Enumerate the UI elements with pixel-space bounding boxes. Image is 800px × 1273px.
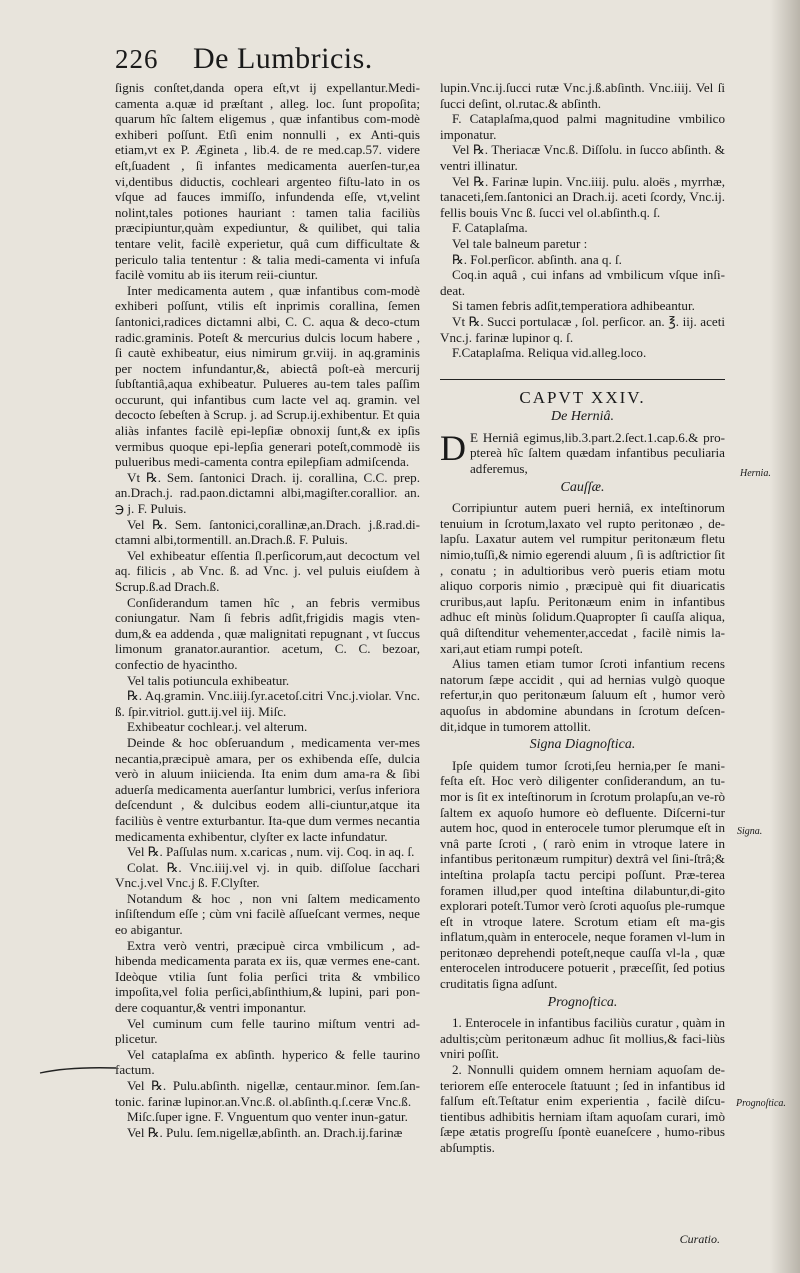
left-paragraph: Miſc.ſuper igne. F. Vnguentum quo venter inun-gatur.: [127, 1109, 408, 1125]
left-paragraph: Vel ℞. Pulu.abſinth. nigellæ, centaur.minor. ſem.ſan-tonic. farinæ lupinor.an.Vnc.ß. ol.abſinth.q.ſ.ceræ Vnc.ß.: [115, 1078, 420, 1109]
left-paragraph: Conſiderandum tamen hîc , an febris vermibus coniungatur. Nam ſi febris adſit,frigidis magis vten-dum,& ea addenda , quæ malignitati repugnant , vt ſuccus limonum granator.aurantior. acetum, C. C. bezoar, confectio de hyacintho.: [115, 594, 420, 672]
left-paragraph: Vel ℞. Paſſulas num. x.caricas , num. vij. Coq. in aq. ſ.: [127, 844, 415, 860]
left-paragraph: Vel ℞. Sem. ſantonici,corallinæ,an.Drach. j.ß.rad.di-ctamni albi,tormentill. an.Drach.ß. F. Puluis.: [115, 516, 420, 548]
page-gutter-shadow: [770, 0, 800, 1273]
left-paragraph: ℞. Aq.gramin. Vnc.iiij.ſyr.acetoſ.citri Vnc.j.violar. Vnc. ß. ſpir.vitriol. gutt.ij.vel iij. Miſc.: [115, 688, 420, 719]
right-paragraph: Vel tale balneum paretur :: [452, 235, 588, 251]
left-paragraph: Extra verò ventri, præcipuè circa vmbilicum , ad-hibenda medicamenta parata ex iis, quæ vermes ene-cant. Ideòque vtilia ſunt folia perſici trita & vmbilico impoſita,vel folia perſici,abſinthium,& lupini, pari pon-dere coquantur,& ventri imponantur.: [115, 937, 420, 1016]
left-column: [115, 80, 420, 1140]
right-paragraph: F.Cataplaſma. Reliqua vid.alleg.loco.: [452, 345, 647, 361]
margin-note-signa: Signa.: [737, 826, 763, 837]
left-paragraph: Vel cuminum cum felle taurino miſtum ventri ad-plicetur.: [115, 1015, 420, 1047]
right-paragraph: Coq.in aquâ , cui infans ad vmbilicum vſque inſi-deat.: [440, 267, 725, 298]
right-paragraph: Si tamen febris adſit,temperatiora adhibeantur.: [452, 298, 695, 314]
left-paragraph: Exhibeatur cochlear.j. vel alterum.: [127, 719, 308, 735]
section-heading-signa: Signa Diagnoſtica.: [529, 737, 636, 753]
left-paragraph: Deinde & hoc obſeruandum , medicamenta ver-mes necantia,præcipuè amara, per os exhibenda eſſe, dulcia verò in aluum iniicienda. Ita enim dum ama-ra & ſibi aduerſa medicamenta auerſantur lumbrici, verſus inferiora deſcendunt , & dulcibus eodem alli-ciuntur,atque ita faciliùs è ventre exturbantur. Ita-que dum vermes necantia medicamenta exhibentur, clyſter ex lacte infundatur.: [115, 734, 420, 844]
left-paragraph: ſignis conſtet,danda opera eſt,vt ij expellantur.Medi-camenta a.quæ id præſtant , alleg. loc. ſunt propoſita; quarum hîc ſaltem eligemus , quæ infantibus com-modè exhiberi poſſunt. Etſi enim nonnulli , ex Anti-quis etiam,vt ex P. Ægineta , lib.4. de re med.cap.57. videre eſt,ſuadent , ſi infantes medicamenta auerſen-tur,ea vi,dentibus diductis, cochleari argenteo fiſtu-lato in os vſque ad fauces immiſſo, infundenda eſſe, vt,velint nolint,tales potiones hauriant : tamen talia faciliùs præcipiuntur,quàm expediuntur, & quilibet, qui talia tentare velit, facilè experietur, quâ cum difficultate & periculo talia tententur : & talia medi-camenta vi infuſa facilè vomitu ab iis iterum reii-ciuntur.: [115, 80, 420, 283]
section-heading-prognostica: Prognoſtica.: [547, 994, 618, 1010]
left-paragraph: Colat. ℞. Vnc.iiij.vel vj. in quib. diſſolue ſacchari Vnc.j.vel Vnc.j ß. F.Clyſter.: [115, 859, 420, 891]
signa-paragraph: Ipſe quidem tumor ſcroti,ſeu hernia,per ſe mani-feſta eſt. Hoc verò diligenter conſiderandum, an tu-mor is ſit ex inteſtinorum in ſcrotum prolapſu,an ve-rò ſaltem ex aquoſo humore eò defluente. Diſcerni-tur autem hoc, quod in enterocele tumor plerumque eſt in vnâ parte ſcroti , ( rarò enim in vtroque latere in infantibus peritonæum rumpitur) dextrâ vel ſini-ſtrâ;& inteſtina prolapſa tactu percipi poſſunt. Præ-terea foramen illud,per quod inteſtina dilabuntur,di-gito explorari poteſt.Tumor verò ſcroti aquoſus ple-rumque eſt in vtroque latere. Scrotum etiam eſt ma-gis inflatum,quàm in enterocele, neque foramen vl-lum in peritonæo deprehendi poteſt,neque cauſſa vl-la , quæ enterocelen introducere potuerit , præceſſit, ſed potius cruditatis ſigna adſunt.: [440, 757, 725, 992]
left-paragraph: Notandum & hoc , non vni ſaltem medicamento inſiſtendum eſſe ; cùm vni facilè aſſueſcant vermes, neque eo abigantur.: [115, 890, 420, 938]
page-number: 226: [115, 44, 159, 74]
left-paragraph: Inter medicamenta autem , quæ infantibus com-modè exhiberi poſſunt, vtilis eſt inprimis corallina, ſemen ſantonici,radices dictamni albi, C. C. aqua & deco-ctum radic.graminis. Poteſt & mercurius dulcis locum habere , ſi cautè exhibeatur, eius nimirum gr.viij. in aq.graminis per noctem infundantur,&, abiectâ poſt-eà mercurij ſubſtantiâ,aqua exhibeatur. Pulueres au-tem tales paſſim occurunt, qui infantibus cum lacte vel aq. gramin. vel decocto ſebeſten à Scrup. j. ad Scrup.ij.exhibentur. Et quia aliàs infantes facilè epi-lepſiæ obnoxij ſunt,& ex ipſis vermibus quoque epi-lepſia generari poteſt,commodè iis pulueribus medi-camenta contra epilepſiam admiſcenda.: [115, 282, 420, 470]
catchword: Curatio.: [679, 1232, 720, 1246]
margin-note-prognostica: Prognoſtica.: [736, 1098, 786, 1109]
caussae-paragraph: Corripiuntur autem pueri herniâ, ex inteſtinorum tenuium in ſcrotum,laxato vel rupto peritonæo , de-lapſu. Laxatur autem vel rumpitur peritonæum fletu nimio,tuſſi,& nimio egerendi aluum , ſi is adſtrictior ſit , conatu ; in adultioribus verò pueris etiam motu aliquo corporis nimio , præcipuè qui fit diuaricatis cruribus,aut lapſu. Peritonæum enim in infantibus adhuc eſt minùs ſolidum.Quapropter ſi cauſſa aliqua, quâ diſtenditur vehementer,accedat , facilè nimis la-xari,aut etiam rumpi poteſt.: [440, 500, 725, 656]
left-paragraph: Vel cataplaſma ex abſinth. hyperico & felle taurino factum.: [115, 1046, 420, 1078]
prognostica-item: 1. Enterocele in infantibus faciliùs curatur , quàm in adultis;cùm peritonæum adhuc ſit mollius,& faci-liùs vniri poſſit.: [440, 1015, 725, 1062]
right-paragraph: Vel ℞. Theriacæ Vnc.ß. Diſſolu. in ſucco abſinth. & ventri illinatur.: [440, 142, 725, 173]
chapter-intro: [440, 427, 725, 477]
right-paragraph: F. Cataplaſma,quod palmi magnitudine vmbilico imponatur.: [440, 111, 725, 142]
right-paragraph: F. Cataplaſma.: [452, 220, 528, 236]
left-paragraph: Vel ℞. Pulu. ſem.nigellæ,abſinth. an. Drach.ij.farinæ: [127, 1124, 403, 1140]
chapter-divider-rule: [440, 379, 725, 380]
right-paragraph: ℞. Fol.perſicor. abſinth. ana q. ſ.: [452, 251, 622, 267]
right-paragraph: Vt ℞. Succi portulacæ , ſol. perſicor. an. ℥. iij. aceti Vnc.j. farinæ lupinor q. ſ.: [440, 313, 725, 345]
page-header: [115, 44, 505, 84]
right-paragraph: Vel ℞. Farinæ lupin. Vnc.iiij. pulu. aloës , myrrhæ, tanaceti,ſem.ſantonici an Drach.ij. aceti ſcordy, Vnc.ij. fellis bouis Vnc ß. ſucci vel ol.abſinth.q. ſ.: [440, 173, 725, 220]
prognostica-item: 2. Nonnulli quidem omnem herniam aquoſam de-teriorem eſſe enterocele ſtatuunt ; ſed in infantibus id falſum eſt.Teſtatur enim experientia , facilè diſcu-tientibus adhibitis herniam iſtam aquoſam curari, imò ſæpe ætatis progreſſu ſpontè euaneſcere , humo-ribus abſumptis.: [440, 1062, 725, 1155]
handwritten-pointer-mark: [38, 1063, 118, 1077]
left-paragraph: Vel talis potiuncula exhibeatur.: [127, 672, 290, 688]
right-column: [440, 80, 725, 1156]
right-paragraph: lupin.Vnc.ij.ſucci rutæ Vnc.j.ß.abſinth. Vnc.iiij. Vel ſi ſucci deſint, ol.rutac.& abſinth.: [440, 80, 725, 111]
left-paragraph: Vel exhibeatur eſſentia ſl.perſicorum,aut decoctum vel aq. filicis , ab Vnc. ß. ad Vnc. j. vel puluis eiuſdem à Scrup.ß.ad Drach.ß.: [115, 547, 420, 594]
drop-capital: D: [440, 427, 466, 468]
chapter-intro-text: E Herniâ egimus,lib.3.part.2.ſect.1.cap.6.& pro-ptereà hîc ſaltem quædam infantibus peculiaria adferemus,: [470, 429, 725, 477]
margin-note-hernia: Hernia.: [740, 468, 771, 479]
left-paragraph: Vt ℞. Sem. ſantonici Drach. ij. corallina, C.C. prep. an.Drach.j. rad.paon.dictamni albi,magiſter.corallior. an. ℈ j. F. Puluis.: [115, 469, 420, 517]
caussae-paragraph: Alius tamen etiam tumor ſcroti infantium recens natorum ſæpe accidit , qui ad hernias vulgò quoque refertur,in quo peritonæum ſaluum eſt , humor verò aquoſus in abdomine abundans in ſcrotum deſcen-dit,idque in tumorem attollit.: [440, 656, 725, 734]
chapter-subheading: De Herniâ.: [551, 409, 614, 425]
running-title: De Lumbricis.: [193, 42, 373, 75]
section-heading-caussae: Cauſſæ.: [560, 479, 605, 495]
chapter-heading: CAPVT XXIV.: [519, 387, 646, 407]
